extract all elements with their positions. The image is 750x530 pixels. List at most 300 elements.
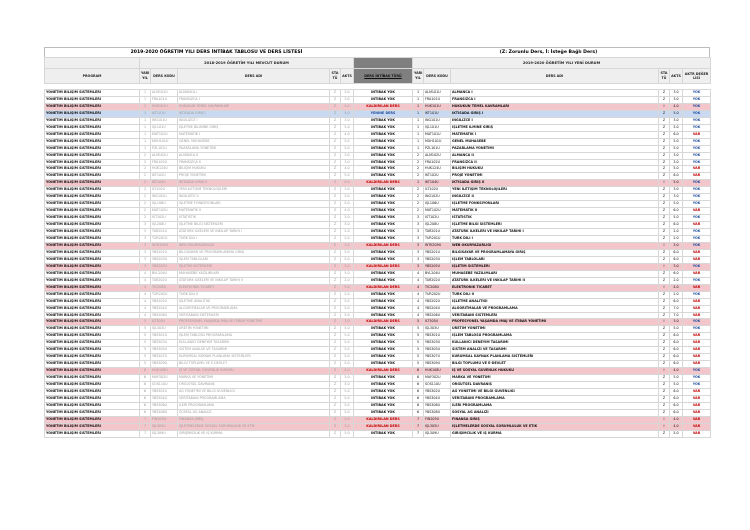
old-code-cell: YBS202U	[151, 298, 178, 305]
old-name-cell: YENİ İLETİŞİM TEKNOLOJİLERİ	[178, 187, 330, 194]
table-row	[45, 277, 711, 284]
program-cell: YÖNETİM BİLİŞİM SİSTEMLERİ	[45, 138, 140, 145]
new-semester-cell: 1	[413, 145, 424, 152]
old-semester-cell: 1	[140, 117, 151, 124]
new-akts-cell: 6.0	[670, 347, 683, 354]
new-code-cell: MAT102U	[424, 208, 451, 215]
new-status-cell: Z	[659, 361, 670, 368]
akts-change-cell: YOK	[683, 117, 711, 124]
new-akts-cell: 3.0	[670, 242, 683, 249]
title-bar	[44, 47, 710, 57]
table-row	[45, 166, 711, 173]
program-cell: YÖNETİM BİLİŞİM SİSTEMLERİ	[45, 416, 140, 423]
new-code-cell: YBS303U	[424, 340, 451, 347]
new-code-cell: YBS305U	[424, 347, 451, 354]
new-semester-cell: 2	[413, 166, 424, 173]
table-row	[45, 103, 711, 110]
old-status-cell: Z	[330, 361, 341, 368]
new-name-cell: İŞLETME FONKSİYONLARI	[451, 201, 659, 208]
old-akts-cell: 5.0	[341, 333, 354, 340]
old-name-cell: İNGİLİZCE I	[178, 117, 330, 124]
akts-change-cell: YOK	[683, 368, 711, 375]
old-status-cell: Z	[330, 388, 341, 395]
akts-change-cell: VAR	[683, 416, 711, 423]
old-status-cell: Z	[330, 423, 341, 430]
new-name-cell: VERİTABANI PROGRAMLAMA	[451, 395, 659, 402]
new-semester-cell: 3	[413, 229, 424, 236]
table-row	[45, 222, 711, 229]
akts-change-cell: VAR	[683, 222, 711, 229]
new-code-cell: YBS307U	[424, 354, 451, 361]
old-status-cell: Z	[330, 277, 341, 284]
col-ders-adi: DERS ADI	[178, 69, 330, 84]
transition-type-cell: İNTİBAK YOK	[354, 305, 413, 312]
old-semester-cell: 4	[140, 305, 151, 312]
new-semester-cell: 2	[413, 152, 424, 159]
program-cell: YÖNETİM BİLİŞİM SİSTEMLERİ	[45, 249, 140, 256]
old-status-cell: Z	[330, 409, 341, 416]
old-code-cell: TAR202U	[151, 277, 178, 284]
transition-type-cell: İNTİBAK YOK	[354, 222, 413, 229]
old-code-cell: YBS206U	[151, 312, 178, 319]
old-code-cell: YBS302U	[151, 388, 178, 395]
new-status-cell: Z	[659, 187, 670, 194]
old-semester-cell: 7	[140, 423, 151, 430]
akts-change-cell: YOK	[683, 229, 711, 236]
old-akts-cell: 5.0	[341, 326, 354, 333]
old-semester-cell: 4	[140, 291, 151, 298]
new-akts-cell: 6.0	[670, 361, 683, 368]
transition-type-cell: İNTİBAK YOK	[354, 354, 413, 361]
old-semester-cell: 7	[140, 416, 151, 423]
new-status-cell: Z	[659, 138, 670, 145]
new-semester-cell: 6	[413, 409, 424, 416]
old-status-cell: Z	[330, 242, 341, 249]
old-semester-cell: 1	[140, 110, 151, 117]
old-semester-cell: 3	[140, 242, 151, 249]
akts-change-cell: VAR	[683, 298, 711, 305]
old-code-cell: İKT104U	[151, 180, 178, 187]
new-code-cell: YBS308U	[424, 409, 451, 416]
new-code-cell: MAY302U	[424, 375, 451, 382]
table-row	[45, 340, 711, 347]
new-semester-cell: 4	[413, 312, 424, 319]
new-status-cell: Z	[659, 124, 670, 131]
table-row	[45, 229, 711, 236]
old-name-cell: TÜRK DİLİ II	[178, 291, 330, 298]
old-semester-cell: 5	[140, 361, 151, 368]
old-akts-cell: 2.0	[341, 229, 354, 236]
old-code-cell: TÜR201U	[151, 236, 178, 243]
transition-type-cell: İNTİBAK YOK	[354, 347, 413, 354]
akts-change-cell: YOK	[683, 263, 711, 270]
transition-type-cell: İNTİBAK YOK	[354, 291, 413, 298]
akts-change-cell: VAR	[683, 430, 711, 437]
new-semester-cell: 2	[413, 208, 424, 215]
new-name-cell: İŞLEM TABLOSU PROGRAMLAMA	[451, 333, 659, 340]
new-status-cell: Z	[659, 173, 670, 180]
old-semester-cell: 4	[140, 277, 151, 284]
old-akts-cell: 5.0	[341, 180, 354, 187]
new-status-cell: Z	[659, 159, 670, 166]
old-name-cell: İSTATİSTİK	[178, 215, 330, 222]
akts-change-cell: VAR	[683, 333, 711, 340]
old-name-cell: İŞLETME FONKSİYONLARI	[178, 201, 330, 208]
new-status-cell: Z	[659, 277, 670, 284]
old-semester-cell: 2	[140, 159, 151, 166]
old-semester-cell: 4	[140, 284, 151, 291]
old-code-cell: YBS204U	[151, 305, 178, 312]
old-akts-cell: 5.0	[341, 145, 354, 152]
new-name-cell: TÜRK DİLİ II	[451, 291, 659, 298]
old-akts-cell: 3.0	[341, 242, 354, 249]
old-code-cell: İNG102U	[151, 194, 178, 201]
old-name-cell: ATATÜRK İLKELERİ VE İNKILAP TARİHİ II	[178, 277, 330, 284]
header-blank-mid	[354, 58, 413, 69]
table-row	[45, 110, 711, 117]
old-code-cell: WTK209U	[151, 242, 178, 249]
new-akts-cell: 3.0	[670, 319, 683, 326]
new-akts-cell: 6.0	[670, 402, 683, 409]
transition-type-cell: KALDIRILAN DERS	[354, 319, 413, 326]
old-code-cell: İŞL303U	[151, 326, 178, 333]
old-code-cell: HUK108U	[151, 368, 178, 375]
new-status-cell: İ	[659, 180, 670, 187]
old-semester-cell: 2	[140, 187, 151, 194]
old-name-cell: MATEMATİK II	[178, 208, 330, 215]
table-row	[45, 361, 711, 368]
new-status-cell: Z	[659, 395, 670, 402]
old-name-cell: FRANSIZCA II	[178, 159, 330, 166]
akts-change-cell: VAR	[683, 402, 711, 409]
new-name-cell: YENİ İLETİŞİM TEKNOLOJİLERİ	[451, 187, 659, 194]
old-code-cell: YBS308U	[151, 409, 178, 416]
table-row	[45, 124, 711, 131]
old-status-cell: Z	[330, 347, 341, 354]
new-status-cell: Z	[659, 145, 670, 152]
old-status-cell: Z	[330, 138, 341, 145]
old-name-cell: TÜRK DİLİ I	[178, 236, 330, 243]
new-akts-cell: 5.0	[670, 110, 683, 117]
program-cell: YÖNETİM BİLİŞİM SİSTEMLERİ	[45, 222, 140, 229]
new-akts-cell: 5.0	[670, 145, 683, 152]
old-name-cell: BİLGİ TOPLUMU VE E-DEVLET	[178, 361, 330, 368]
new-code-cell: PZL101U	[424, 145, 451, 152]
old-status-cell: Z	[330, 340, 341, 347]
new-status-cell: Z	[659, 402, 670, 409]
akts-change-cell: YOK	[683, 319, 711, 326]
transition-type-cell: İNTİBAK YOK	[354, 208, 413, 215]
old-semester-cell: 6	[140, 368, 151, 375]
old-code-cell: İŞL309U	[151, 430, 178, 437]
new-akts-cell: 3.0	[670, 117, 683, 124]
program-cell: YÖNETİM BİLİŞİM SİSTEMLERİ	[45, 215, 140, 222]
old-status-cell: Z	[330, 208, 341, 215]
old-status-cell: Z	[330, 402, 341, 409]
new-status-cell: Z	[659, 249, 670, 256]
program-cell: YÖNETİM BİLİŞİM SİSTEMLERİ	[45, 180, 140, 187]
akts-change-cell: YOK	[683, 277, 711, 284]
old-name-cell: ÖRGÜTSEL DAVRANIŞ	[178, 382, 330, 389]
old-name-cell: PAZARLAMA YÖNETİMİ	[178, 145, 330, 152]
new-status-cell: Z	[659, 354, 670, 361]
old-akts-cell: 5.0	[341, 347, 354, 354]
new-semester-cell: 4	[413, 298, 424, 305]
new-semester-cell: 6	[413, 375, 424, 382]
new-akts-cell: 2.0	[670, 236, 683, 243]
old-semester-cell: 2	[140, 215, 151, 222]
akts-change-cell: YOK	[683, 375, 711, 382]
new-code-cell: YBS302U	[424, 388, 451, 395]
old-akts-cell: 3.0	[341, 194, 354, 201]
program-cell: YÖNETİM BİLİŞİM SİSTEMLERİ	[45, 395, 140, 402]
new-code-cell: YBS309U	[424, 361, 451, 368]
old-status-cell: Z	[330, 430, 341, 437]
old-status-cell: Z	[330, 187, 341, 194]
akts-change-cell: VAR	[683, 305, 711, 312]
old-semester-cell: 1	[140, 103, 151, 110]
new-code-cell: İŞL309U	[424, 430, 451, 437]
old-akts-cell: 2.0	[341, 277, 354, 284]
new-code-cell: ALM101U	[424, 90, 451, 97]
new-semester-cell: 3	[413, 249, 424, 256]
new-semester-cell: 5	[413, 319, 424, 326]
akts-change-cell: YOK	[683, 124, 711, 131]
new-status-cell: Z	[659, 166, 670, 173]
old-status-cell: Z	[330, 326, 341, 333]
new-status-cell: Z	[659, 305, 670, 312]
new-akts-cell: 6.0	[670, 333, 683, 340]
new-semester-cell: 4	[413, 270, 424, 277]
old-name-cell: FRANSIZCA I	[178, 96, 330, 103]
old-name-cell: ALGORİTMALAR VE PROGRAMLAMA	[178, 305, 330, 312]
old-akts-cell: 3.0	[341, 96, 354, 103]
new-name-cell: SOSYAL AĞ ANALİZİ	[451, 409, 659, 416]
transition-type-cell: İNTİBAK YOK	[354, 361, 413, 368]
new-code-cell: ALM102U	[424, 152, 451, 159]
new-name-cell: ALGORİTMALAR VE PROGRAMLAMA	[451, 305, 659, 312]
old-status-cell: Z	[330, 368, 341, 375]
new-code-cell: TÜR201U	[424, 236, 451, 243]
old-code-cell: İNG101U	[151, 117, 178, 124]
transition-type-cell: İNTİBAK YOK	[354, 145, 413, 152]
old-akts-cell: 3.0	[341, 423, 354, 430]
new-status-cell: Z	[659, 194, 670, 201]
transition-type-cell: İNTİBAK YOK	[354, 298, 413, 305]
old-code-cell: TİC208U	[151, 284, 178, 291]
old-akts-cell: 5.0	[341, 173, 354, 180]
program-cell: YÖNETİM BİLİŞİM SİSTEMLERİ	[45, 326, 140, 333]
table-row	[45, 368, 711, 375]
old-status-cell: Z	[330, 117, 341, 124]
new-name-cell: İŞLETMELERDE SOSYAL SORUMLULUK VE ETİK	[451, 423, 659, 430]
new-code-cell: İKT102U	[424, 173, 451, 180]
akts-change-cell: YOK	[683, 138, 711, 145]
new-code-cell: TİC208U	[424, 284, 451, 291]
new-name-cell: VERİTABANI SİSTEMLERİ	[451, 312, 659, 319]
old-status-cell: Z	[330, 236, 341, 243]
akts-change-cell: VAR	[683, 256, 711, 263]
old-akts-cell: 3.0	[341, 319, 354, 326]
table-row	[45, 173, 711, 180]
new-name-cell: ÖRGÜTSEL DAVRANIŞ	[451, 382, 659, 389]
table-row	[45, 298, 711, 305]
old-semester-cell: 6	[140, 395, 151, 402]
new-name-cell: İŞLETME BİLGİ SİSTEMLERİ	[451, 222, 659, 229]
old-akts-cell: 3.0	[341, 152, 354, 159]
old-status-cell: Z	[330, 229, 341, 236]
akts-change-cell: YOK	[683, 236, 711, 243]
new-akts-cell: 4.0	[670, 368, 683, 375]
akts-change-cell: VAR	[683, 249, 711, 256]
old-name-cell: İŞLETME BİLGİ SİSTEMLERİ	[178, 222, 330, 229]
new-code-cell: TÜR202U	[424, 291, 451, 298]
new-akts-cell: 6.0	[670, 256, 683, 263]
new-akts-cell: 5.0	[670, 201, 683, 208]
new-status-cell: Z	[659, 291, 670, 298]
new-status-cell: Z	[659, 152, 670, 159]
old-code-cell: HUK101U	[151, 103, 178, 110]
new-name-cell: MARKA VE YÖNETİMİ	[451, 375, 659, 382]
table-row	[45, 201, 711, 208]
new-akts-cell: 5.0	[670, 124, 683, 131]
new-akts-cell: 6.0	[670, 208, 683, 215]
new-status-cell: Z	[659, 375, 670, 382]
old-semester-cell: 1	[140, 138, 151, 145]
old-status-cell: Z	[330, 312, 341, 319]
akts-change-cell: YOK	[683, 215, 711, 222]
old-semester-cell: 4	[140, 298, 151, 305]
new-name-cell: MATEMATİK I	[451, 131, 659, 138]
old-semester-cell: 2	[140, 166, 151, 173]
program-cell: YÖNETİM BİLİŞİM SİSTEMLERİ	[45, 312, 140, 319]
old-name-cell: İŞLETMELERDE SOSYAL SORUMLULUK VE ETİK	[178, 423, 330, 430]
table-row	[45, 375, 711, 382]
new-status-cell: Z	[659, 256, 670, 263]
transition-type-cell: İNTİBAK YOK	[354, 173, 413, 180]
transition-type-cell: İNTİBAK YOK	[354, 340, 413, 347]
new-status-cell: Z	[659, 201, 670, 208]
old-code-cell: MAT102U	[151, 208, 178, 215]
old-semester-cell: 2	[140, 180, 151, 187]
table-row	[45, 312, 711, 319]
old-name-cell: PROJE YÖNETİMİ	[178, 173, 330, 180]
program-cell: YÖNETİM BİLİŞİM SİSTEMLERİ	[45, 409, 140, 416]
new-name-cell: İŞLETİM SİSTEMLERİ	[451, 263, 659, 270]
old-semester-cell: 5	[140, 326, 151, 333]
old-code-cell: YBS201U	[151, 249, 178, 256]
new-akts-cell: 3.0	[670, 194, 683, 201]
new-status-cell: Z	[659, 347, 670, 354]
program-cell: YÖNETİM BİLİŞİM SİSTEMLERİ	[45, 236, 140, 243]
col-intibak-turu: DERS İNTİBAK TÜRÜ	[354, 69, 413, 84]
transition-type-cell: İNTİBAK YOK	[354, 131, 413, 138]
new-code-cell: YBS202U	[424, 298, 451, 305]
new-status-cell: İ	[659, 319, 670, 326]
akts-change-cell: VAR	[683, 208, 711, 215]
transition-type-cell: İNTİBAK YOK	[354, 409, 413, 416]
table-row	[45, 416, 711, 423]
old-status-cell: Z	[330, 124, 341, 131]
transition-table-sheet	[44, 47, 710, 438]
program-cell: YÖNETİM BİLİŞİM SİSTEMLERİ	[45, 430, 140, 437]
program-cell: YÖNETİM BİLİŞİM SİSTEMLERİ	[45, 263, 140, 270]
old-akts-cell: 3.0	[341, 187, 354, 194]
old-name-cell: ÜRETİM YÖNETİMİ	[178, 326, 330, 333]
new-code-cell: MUH101U	[424, 138, 451, 145]
program-cell: YÖNETİM BİLİŞİM SİSTEMLERİ	[45, 173, 140, 180]
new-status-cell: Z	[659, 110, 670, 117]
old-semester-cell: 3	[140, 222, 151, 229]
old-semester-cell: 6	[140, 409, 151, 416]
new-code-cell: FİN203U	[424, 416, 451, 423]
program-cell: YÖNETİM BİLİŞİM SİSTEMLERİ	[45, 242, 140, 249]
old-status-cell: Z	[330, 375, 341, 382]
old-semester-cell: 5	[140, 340, 151, 347]
old-name-cell: ATATÜRK İLKELERİ VE İNKILAP TARİHİ I	[178, 229, 330, 236]
new-name-cell: İSTATİSTİK	[451, 215, 659, 222]
new-name-cell: KURUMSAL KAYNAK PLANLAMA SİSTEMLERİ	[451, 354, 659, 361]
table-row	[45, 319, 711, 326]
old-code-cell: ALM101U	[151, 90, 178, 97]
program-cell: YÖNETİM BİLİŞİM SİSTEMLERİ	[45, 131, 140, 138]
transition-type-cell: KALDIRILAN DERS	[354, 368, 413, 375]
program-cell: YÖNETİM BİLİŞİM SİSTEMLERİ	[45, 298, 140, 305]
table-row	[45, 96, 711, 103]
new-status-cell: Z	[659, 340, 670, 347]
old-semester-cell: 6	[140, 382, 151, 389]
new-akts-cell: 4.0	[670, 284, 683, 291]
new-code-cell: İŞL101U	[424, 124, 451, 131]
transition-type-cell: İNTİBAK YOK	[354, 312, 413, 319]
transition-type-cell: İNTİBAK YOK	[354, 229, 413, 236]
new-status-cell: Z	[659, 430, 670, 437]
new-semester-cell: 5	[413, 326, 424, 333]
akts-change-cell: YOK	[683, 201, 711, 208]
new-name-cell: İNGİLİZCE I	[451, 117, 659, 124]
old-name-cell: MUHASEBE YAZILIMLARI	[178, 270, 330, 277]
old-status-cell: Z	[330, 103, 341, 110]
old-status-cell: Z	[330, 291, 341, 298]
new-akts-cell: 2.0	[670, 229, 683, 236]
program-cell: YÖNETİM BİLİŞİM SİSTEMLERİ	[45, 277, 140, 284]
col-yari-yil: YARI YIL	[140, 69, 151, 84]
legend-note: (Z: Zorunlu Ders, İ: İsteğe Bağlı Ders)	[499, 50, 598, 55]
program-cell: YÖNETİM BİLİŞİM SİSTEMLERİ	[45, 159, 140, 166]
akts-change-cell: YOK	[683, 103, 711, 110]
new-name-cell: FRANSIZCA I	[451, 96, 659, 103]
old-akts-cell: 5.0	[341, 110, 354, 117]
old-code-cell: FRA101U	[151, 96, 178, 103]
new-code-cell: İST102U	[424, 215, 451, 222]
new-semester-cell: 1	[413, 103, 424, 110]
old-code-cell: İŞL106U	[151, 201, 178, 208]
new-akts-cell: 6.0	[670, 409, 683, 416]
transition-type-cell: KALDIRILAN DERS	[354, 242, 413, 249]
akts-change-cell: VAR	[683, 270, 711, 277]
new-name-cell: PAZARLAMA YÖNETİMİ	[451, 145, 659, 152]
old-akts-cell: 3.0	[341, 263, 354, 270]
old-code-cell: SOS110U	[151, 382, 178, 389]
old-name-cell: BİLGİSAYAR VE PROGRAMLAMAYA GİRİŞ	[178, 249, 330, 256]
program-cell: YÖNETİM BİLİŞİM SİSTEMLERİ	[45, 291, 140, 298]
new-status-cell: Z	[659, 326, 670, 333]
new-semester-cell: 6	[413, 388, 424, 395]
new-akts-cell: 6.0	[670, 298, 683, 305]
old-akts-cell: 5.0	[341, 312, 354, 319]
akts-change-cell: YOK	[683, 291, 711, 298]
new-status-cell: Z	[659, 229, 670, 236]
